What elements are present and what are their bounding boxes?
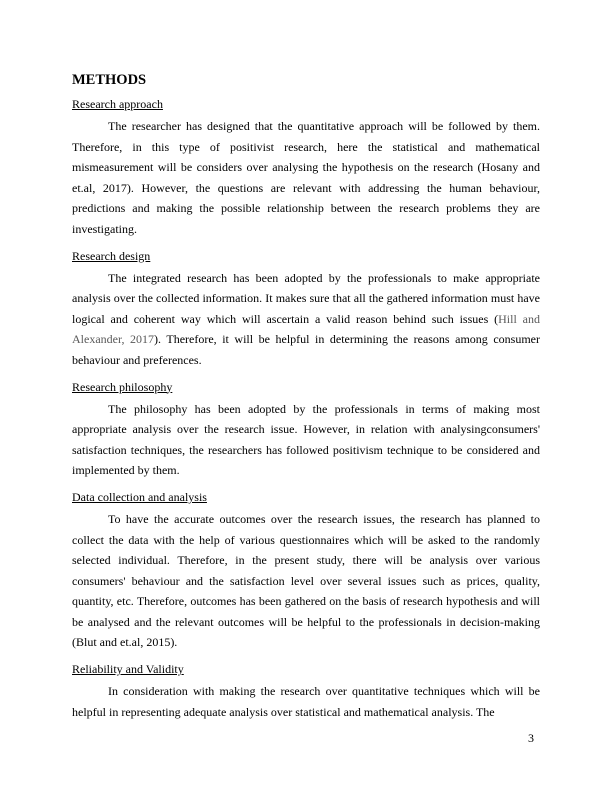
page-number: 3 [528,731,534,745]
section-title: Reliability and Validity [72,662,184,677]
section-paragraph: The researcher has designed that the quantitative approach will be followed by them. Therefore, in this type of positivist research, here the statistical and mathematical mismeasurement will be considers over analysing the hypothesis on the research (Hosany and et.al, 2017). However, the questions are relevant with addressing the human behaviour, predictions and making the possible relationship between the research problems they are investigating. [72,119,540,236]
paragraph-text: ). Therefore, it will be helpful in determining the reasons among consumer behaviour and preferences. [72,332,540,367]
section-paragraph: To have the accurate outcomes over the research issues, the research has planned to collect the data with the help of various questionnaires which will be asked to the randomly selected individual. Therefore, in the present study, there will be analysis over various consumers' behaviour and the satisfaction level over several issues such as prices, quality, quantity, etc. Therefore, outcomes has been gathered on the basis of research hypothesis and will be analysed and the relevant outcomes will be helpful to the professionals in decision-making (Blut and et.al, 2015). [72,511,540,650]
section-paragraph: In consideration with making the research over quantitative techniques which will be helpful in representing adequate analysis over statistical and mathematical analysis. The [72,684,540,719]
page-heading: METHODS [72,72,147,88]
section-title: Research philosophy [72,379,173,394]
document-page [72,70,540,730]
section-title: Data collection and analysis [72,489,207,504]
paragraph-text: The integrated research has been adopted by the professionals to make appropriate analysis over the collected information. It makes sure that all the gathered information must have logical and coherent way which will ascertain a valid reason behind such issues ( [72,270,540,326]
section-data-collection [72,489,540,653]
section-title: Research approach [72,97,163,111]
section-reliability-validity [72,661,540,722]
section-research-design [72,248,540,371]
section-research-philosophy [72,379,540,481]
citation: Hill and Alexander, 2017 [72,311,541,347]
section-research-approach [72,96,540,240]
section-paragraph [72,268,540,371]
section-paragraph: The philosophy has been adopted by the professionals in terms of making most appropriate analysis over the research issue. However, in relation with analysingconsumers' satisfaction techniques, the researchers has followed positivism technique to be considered and implemented by them. [72,401,540,478]
section-title: Research design [72,248,151,263]
